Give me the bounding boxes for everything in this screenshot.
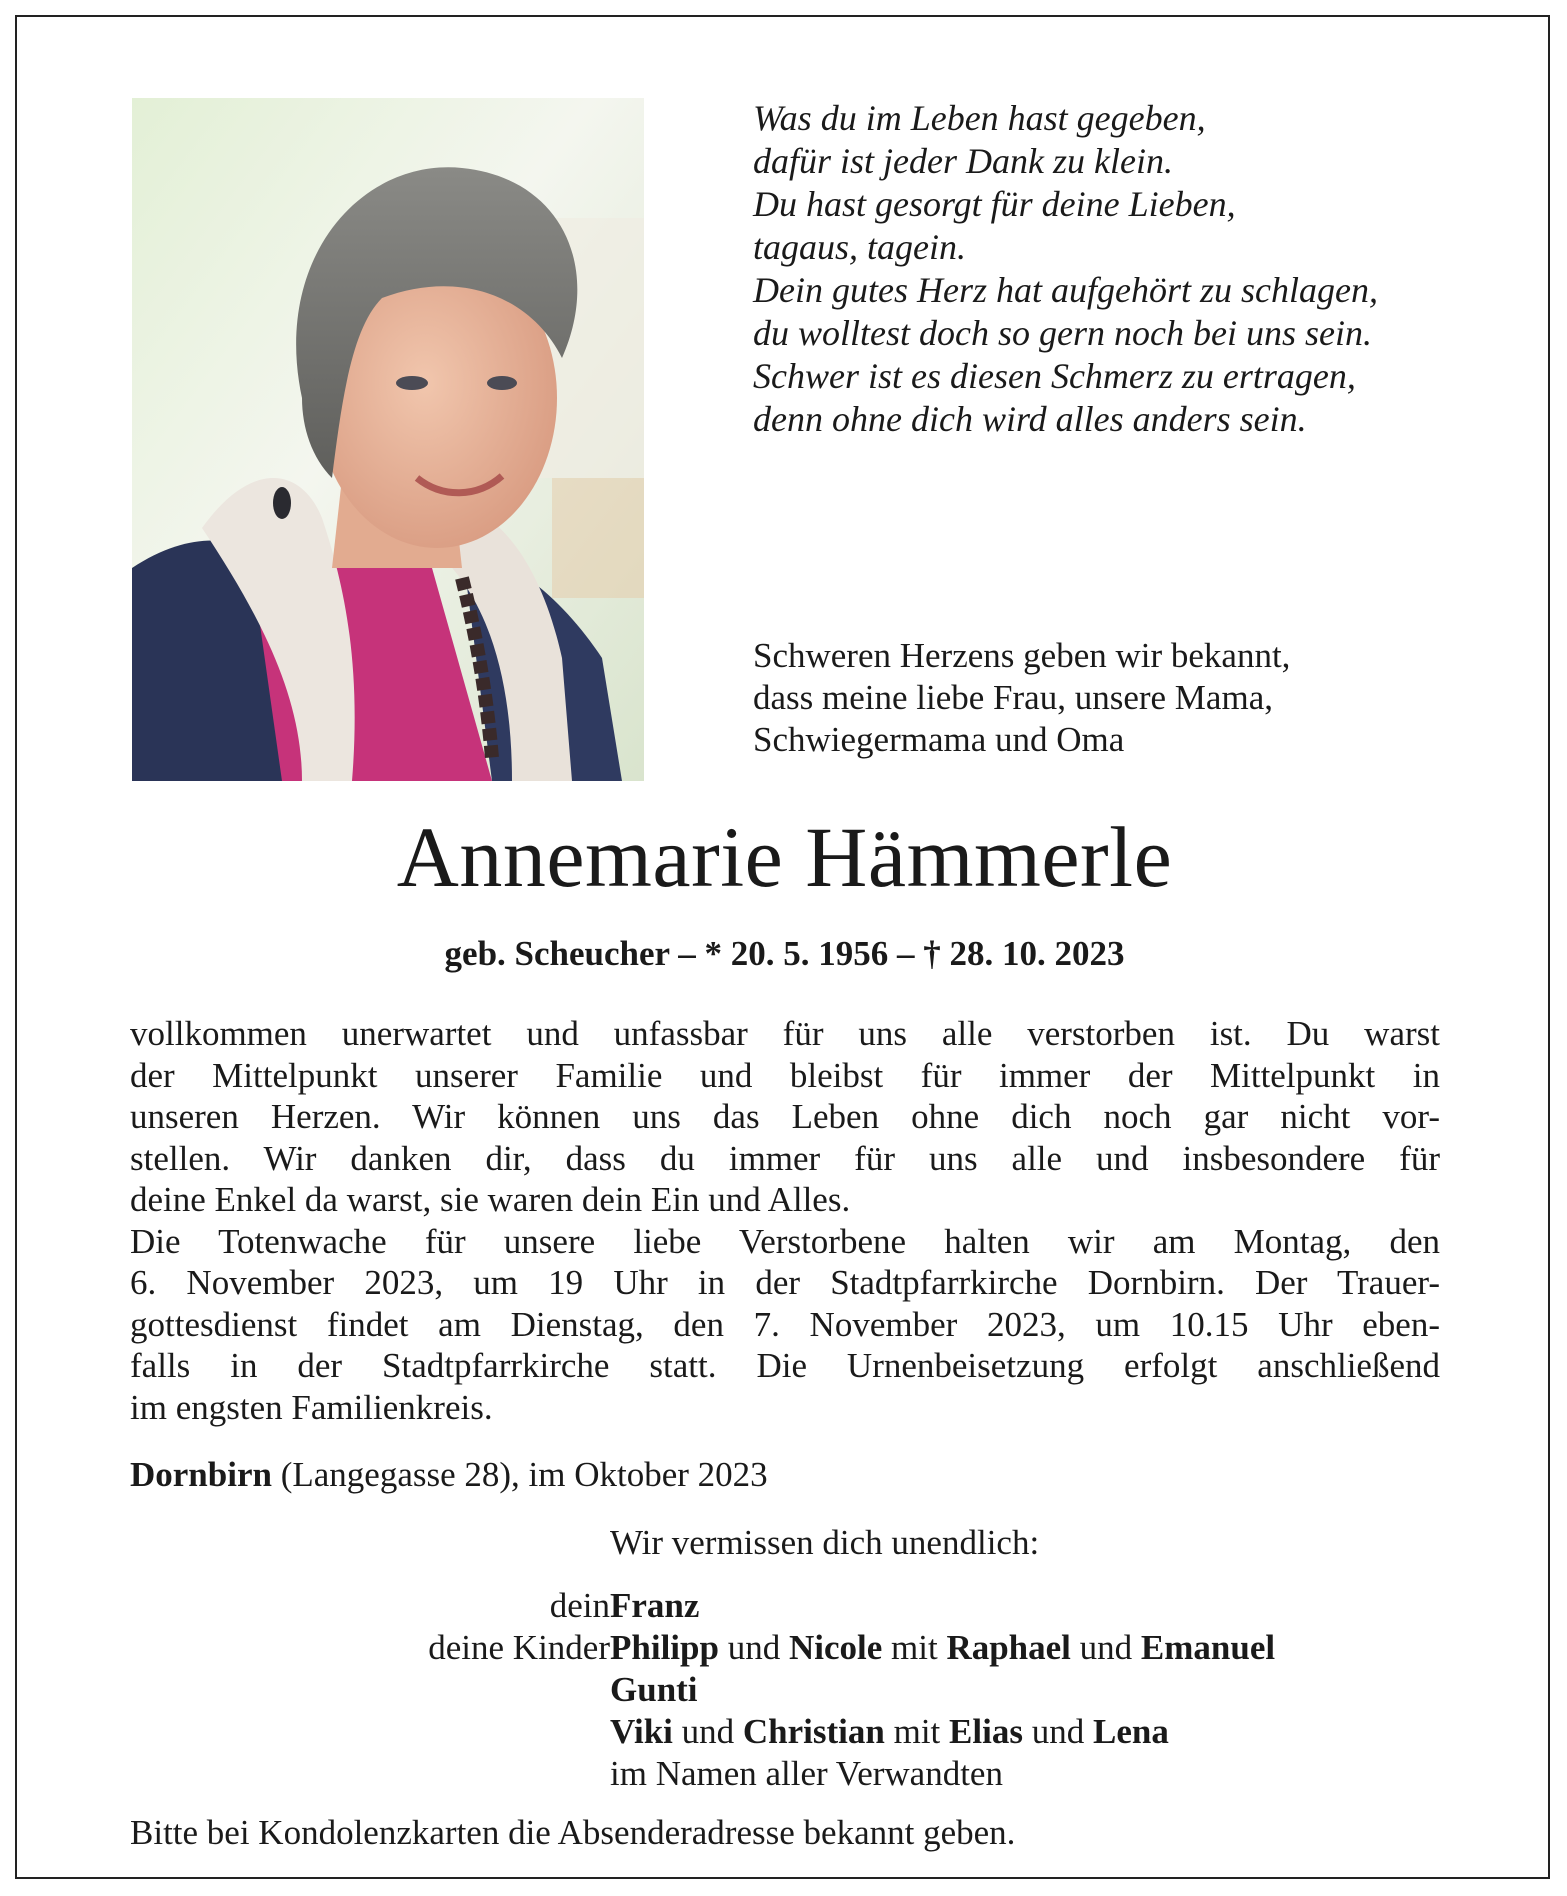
we-miss-you-line: Wir vermissen dich unendlich: (610, 1523, 1040, 1562)
connector-text: und (1022, 1712, 1093, 1751)
poem (753, 97, 1453, 441)
body-line: unseren Herzen. Wir können uns das Leben ohne dich noch gar nicht vor- (130, 1097, 1440, 1136)
poem-line: du wolltest doch so gern noch bei uns sein. (753, 313, 1372, 353)
intro-line: dass meine liebe Frau, unsere Mama, (753, 678, 1273, 717)
birth-death-dates: geb. Scheucher – * 20. 5. 1956 – † 28. 10. 2023 (444, 934, 1125, 973)
announcement-intro (753, 635, 1439, 761)
body-line: vollkommen unerwartet und unfassbar für uns alle verstorben ist. Du warst (130, 1014, 1440, 1053)
body-line: der Mittelpunkt unserer Familie und bleibst für immer der Mittelpunkt in (130, 1055, 1440, 1095)
poem-line: tagaus, tagein. (753, 227, 966, 267)
intro-line: Schwiegermama und Oma (753, 720, 1125, 759)
connector-text: und (718, 1628, 789, 1667)
poem-line: Schwer ist es diesen Schmerz zu ertragen, (753, 356, 1356, 396)
connector-text: mit (882, 1628, 947, 1667)
place-date-line (130, 1454, 768, 1496)
signature-row-child3 (17, 1711, 1552, 1753)
poem-line: Dein gutes Herz hat aufgehört zu schlagen, (753, 270, 1378, 310)
poem-line: Was du im Leben hast gegeben, (753, 98, 1206, 138)
portrait-image (132, 98, 644, 781)
connector-text: und (672, 1712, 743, 1751)
husband-label: dein (549, 1586, 610, 1625)
grandchild-name: Lena (1092, 1712, 1169, 1751)
connector-text: mit (884, 1712, 950, 1751)
obituary-page (15, 15, 1550, 1879)
child-name: Philipp (610, 1628, 719, 1667)
place-city: Dornbirn (130, 1455, 272, 1494)
grandchild-name: Raphael (946, 1628, 1071, 1667)
poem-line: Du hast gesorgt für deine Lieben, (753, 184, 1236, 224)
children-label: deine Kinder (428, 1628, 610, 1667)
connector-text: und (1070, 1628, 1141, 1667)
body-line: gottesdienst findet am Dienstag, den 7. November 2023, um 10.15 Uhr eben- (130, 1304, 1440, 1344)
body-line: Die Totenwache für unsere liebe Verstorbene halten wir am Montag, den (130, 1221, 1440, 1261)
signature-row-child2 (17, 1669, 1552, 1711)
place-address-date: (Langegasse 28), im Oktober 2023 (271, 1455, 768, 1494)
relatives-line: im Namen aller Verwandten (610, 1754, 1003, 1793)
intro-line: Schweren Herzens geben wir bekannt, (753, 636, 1291, 675)
body-line: deine Enkel da warst, sie waren dein Ein und Alles. (130, 1180, 851, 1219)
deceased-name: Annemarie Hämmerle (396, 809, 1173, 905)
body-line: falls in der Stadtpfarrkirche statt. Die Urnenbeisetzung erfolgt anschließend (130, 1346, 1440, 1385)
partner-name: Nicole (788, 1628, 883, 1667)
child-name: Viki (610, 1712, 673, 1751)
signature-row-children (17, 1627, 1552, 1669)
poem-line: dafür ist jeder Dank zu klein. (753, 141, 1173, 181)
signatures (17, 1585, 1552, 1795)
partner-name: Christian (742, 1712, 885, 1751)
condolence-note: Bitte bei Kondolenzkarten die Absenderadresse bekannt geben. (130, 1813, 1016, 1852)
body-line: 6. November 2023, um 19 Uhr in der Stadtpfarrkirche Dornbirn. Der Trauer- (130, 1263, 1440, 1302)
obituary-body (130, 1013, 1440, 1428)
grandchild-name: Elias (949, 1712, 1023, 1751)
child-name: Gunti (610, 1670, 698, 1709)
signature-row-husband (17, 1585, 1552, 1627)
body-line: stellen. Wir danken dir, dass du immer für uns alle und insbesondere für (130, 1138, 1440, 1178)
poem-line: denn ohne dich wird alles anders sein. (753, 399, 1307, 439)
husband-name: Franz (610, 1586, 700, 1625)
signature-row-relatives (17, 1753, 1552, 1795)
portrait-photo (132, 98, 644, 781)
body-line: im engsten Familienkreis. (130, 1387, 493, 1427)
grandchild-name: Emanuel (1140, 1628, 1276, 1667)
